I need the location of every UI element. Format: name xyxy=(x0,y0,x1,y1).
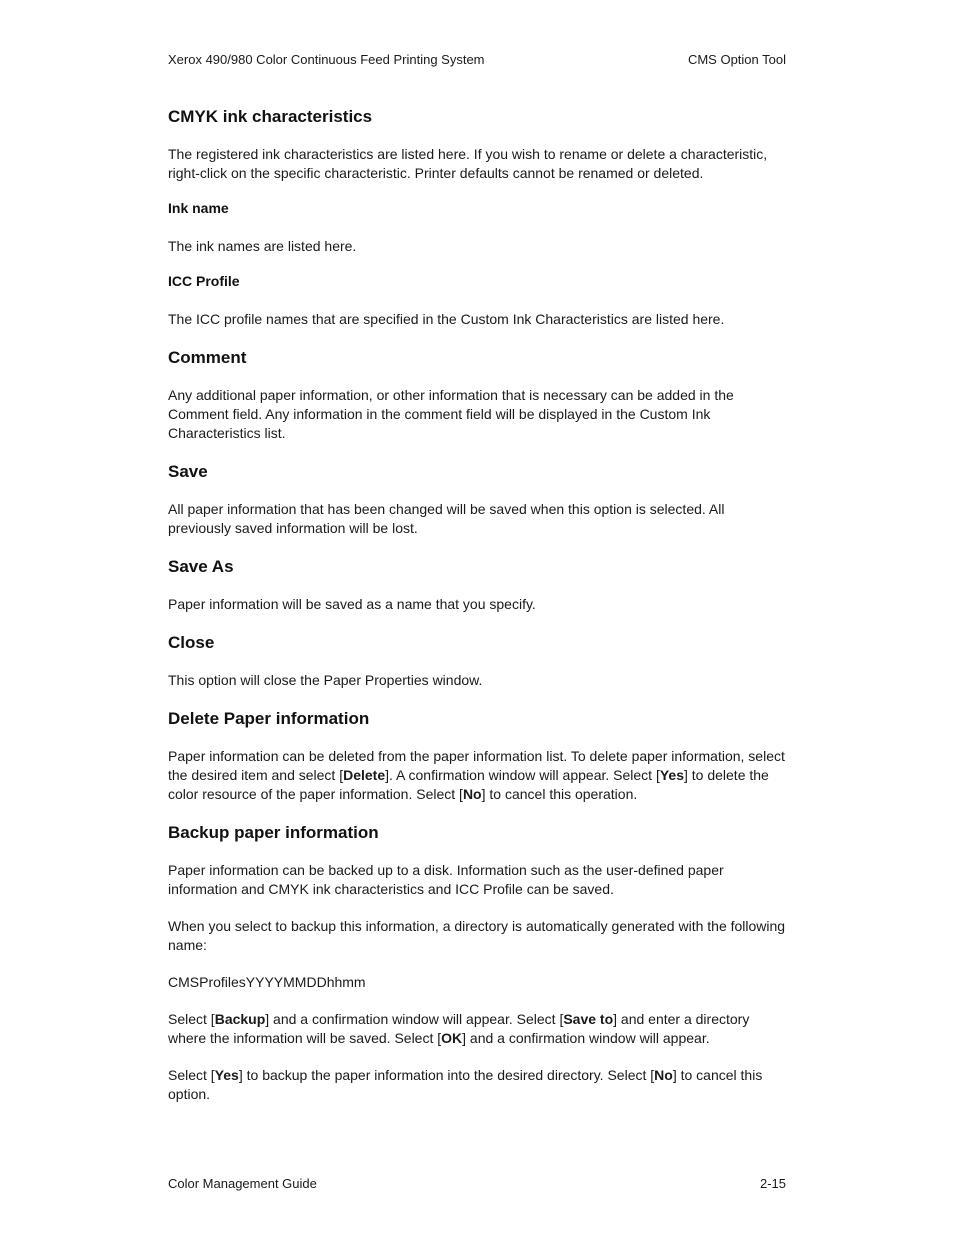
icc-profile-description: The ICC profile names that are specified in the Custom Ink Characteristics are listed here. xyxy=(168,311,725,327)
backup-p4-text-3: ] and enter a directory where the information will be saved. Select [ xyxy=(168,1011,750,1046)
backup-p5-text-3: ] to cancel this option. xyxy=(168,1067,763,1102)
backup-directory-name: CMSProfilesYYYYMMDDhhmm xyxy=(168,974,366,990)
heading-save: Save xyxy=(168,462,208,481)
ok-keyword: OK xyxy=(441,1030,463,1046)
page-number: 2-15 xyxy=(759,1176,786,1191)
heading-delete-paper-information: Delete Paper information xyxy=(168,709,370,728)
page-footer xyxy=(168,1176,786,1196)
backup-paragraph-5 xyxy=(168,1066,786,1104)
backup-no-keyword: No xyxy=(654,1067,673,1083)
delete-text-2: ]. A confirmation window will appear. Select [ xyxy=(385,767,660,783)
page-header xyxy=(168,52,786,72)
heading-comment: Comment xyxy=(168,348,247,367)
save-description: All paper information that has been changed will be saved when this option is selected. All previously saved information will be lost. xyxy=(168,501,725,536)
page-content xyxy=(168,106,786,1104)
yes-keyword: Yes xyxy=(659,767,684,783)
backup-paragraph-4 xyxy=(168,1010,786,1048)
ink-name-description: The ink names are listed here. xyxy=(168,238,357,254)
close-description: This option will close the Paper Properties window. xyxy=(168,672,483,688)
heading-close: Close xyxy=(168,633,215,652)
heading-save-as: Save As xyxy=(168,557,234,576)
header-chapter-title: CMS Option Tool xyxy=(687,52,786,67)
backup-p4-text-1: Select [ xyxy=(168,1011,215,1027)
delete-description xyxy=(168,747,786,804)
backup-p4-text-2: ] and a confirmation window will appear. Select [ xyxy=(265,1011,564,1027)
backup-p4-text-4: ] and a confirmation window will appear. xyxy=(462,1030,710,1046)
header-document-title: Xerox 490/980 Color Continuous Feed Printing System xyxy=(168,52,485,67)
save-to-keyword: Save to xyxy=(563,1011,614,1027)
heading-icc-profile: ICC Profile xyxy=(168,273,240,289)
delete-text-4: ] to cancel this operation. xyxy=(481,786,638,802)
delete-text-1: Paper information can be deleted from the paper information list. To delete paper information, select the desired item and select [ xyxy=(168,748,785,783)
heading-ink-name: Ink name xyxy=(168,200,229,216)
backup-p5-text-1: Select [ xyxy=(168,1067,215,1083)
cmyk-description: The registered ink characteristics are listed here. If you wish to rename or delete a characteristic, right-click on the specific characteristic. Printer defaults cannot be renamed or deleted. xyxy=(168,146,768,181)
comment-description: Any additional paper information, or other information that is necessary can be added in the Comment field. Any information in the comment field will be displayed in the Custom Ink Characteristics list. xyxy=(168,387,734,441)
heading-backup-paper-information: Backup paper information xyxy=(168,823,379,842)
backup-paragraph-1: Paper information can be backed up to a disk. Information such as the user-defined paper information and CMYK ink characteristics and ICC Profile can be saved. xyxy=(168,862,724,897)
delete-text-3: ] to delete the color resource of the paper information. Select [ xyxy=(168,767,769,802)
save-as-description: Paper information will be saved as a name that you specify. xyxy=(168,596,536,612)
delete-keyword: Delete xyxy=(343,767,386,783)
no-keyword: No xyxy=(462,786,482,802)
backup-paragraph-2: When you select to backup this information, a directory is automatically generated with the following name: xyxy=(168,918,786,953)
heading-cmyk-ink-characteristics: CMYK ink characteristics xyxy=(168,107,373,126)
backup-yes-keyword: Yes xyxy=(214,1067,239,1083)
footer-guide-title: Color Management Guide xyxy=(168,1176,317,1191)
backup-p5-text-2: ] to backup the paper information into the desired directory. Select [ xyxy=(238,1067,655,1083)
backup-keyword: Backup xyxy=(214,1011,266,1027)
